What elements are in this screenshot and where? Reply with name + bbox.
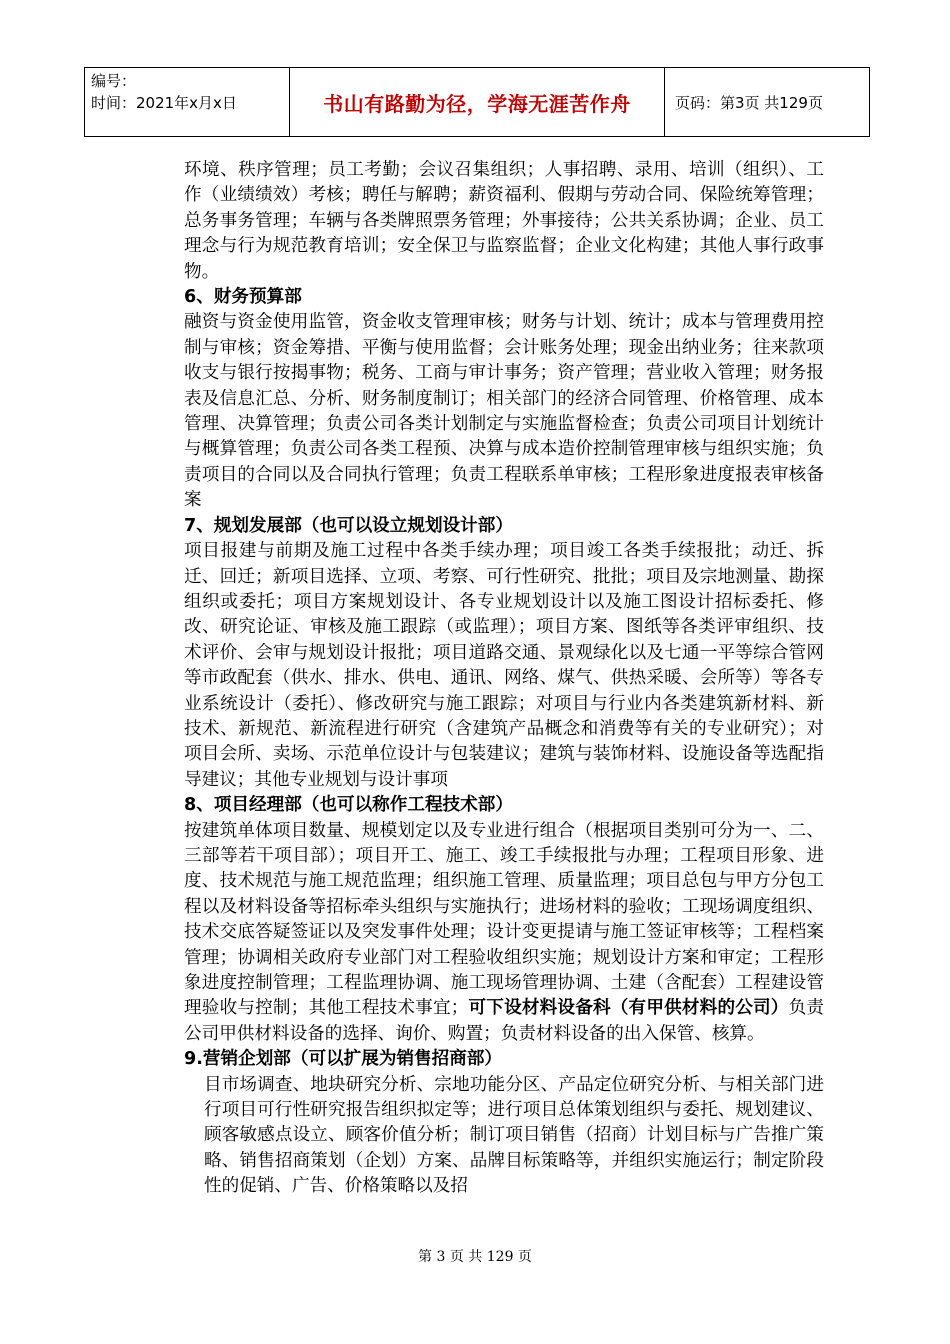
section-7-paragraph: 项目报建与前期及施工过程中各类手续办理；项目竣工各类手续报批；动迁、拆迁、回迁；新项目选择、立项、考察、可行性研究、批批；项目及宗地测量、勘探组织或委托；项目方案规划设计、各专业规划设计以及施工图设计招标委托、修改、研究论证、审核及施工跟踪（或监理）；项目方案、图纸等各类评审组织、技术评价、会审与规划设计报批；项目道路交通、景观绿化以及七通一平等综合管网等市政配套（供水、排水、供电、通讯、网络、煤气、供热采暖、会所等）等各专业系统设计（委托）、修改研究与施工跟踪；对项目与行业内各类建筑新材料、新技术、新规范、新流程进行研究（含建筑产品概念和消费等有关的专业研究）；对项目会所、卖场、示范单位设计与包装建议；建筑与装饰材料、设施设备等选配指导建议；其他专业规划与设计事项 [184,541,824,790]
time-label: 时间：2021年x月x日 [91,94,237,112]
header-motto: 书山有路勤为径，学海无涯苦作舟 [290,68,665,137]
header-meta-cell [85,68,290,137]
page-footer: 第 3 页 共 129 页 [418,1249,532,1265]
section-9-paragraph: 目市场调查、地块研究分析、宗地功能分区、产品定位研究分析、与相关部门进行项目可行性研究报告组织拟定等；进行项目总体策划组织与委托、规划建议、顾客敏感点设立、顾客价值分析；制订项目销售（招商）计划目标与广告推广策略、销售招商策划（企划）方案、品牌目标策略等，并组织实施运行；制定阶段性的促销、广告、价格策略以及招 [204,1074,824,1197]
section-8-text-bold: 可下设材料设备科（有甲供材料的公司） [468,998,789,1019]
header-page-info: 页码：第3页 共129页 [665,68,870,137]
document-header [84,67,870,137]
section-8-heading: 8、项目经理部（也可以称作工程技术部） [184,795,513,816]
section-9-heading: 9.营销企划部（可以扩展为销售招商部） [184,1049,503,1070]
intro-paragraph: 环境、秩序管理；员工考勤；会议召集组织；人事招聘、录用、培训（组织）、工作（业绩绩效）考核；聘任与解聘；薪资福利、假期与劳动合同、保险统筹管理；总务事务管理；车辆与各类牌照票务管理；外事接待；公共关系协调；企业、员工理念与行为规范教育培训；安全保卫与监察监督；企业文化构建；其他人事行政事物。 [184,160,824,282]
number-label: 编号： [91,72,137,90]
section-6-paragraph: 融资与资金使用监管，资金收支管理审核；财务与计划、统计；成本与管理费用控制与审核；资金筹措、平衡与使用监督；会计账务处理；现金出纳业务；往来款项收支与银行按揭事物；税务、工商与审计事务；资产管理；营业收入管理；财务报表及信息汇总、分析、财务制度制订；相关部门的经济合同管理、价格管理、成本管理、决算管理；负责公司各类计划制定与实施监督检查；负责公司项目计划统计与概算管理；负责公司各类工程预、决算与成本造价控制管理审核与组织实施；负责项目的合同以及合同执行管理；负责工程联系单审核；工程形象进度报表审核备案 [184,312,824,511]
section-8-text-b: 负责公司甲供材料设备的选择、询价、购置；负责材料设备的出入保管、核算。 [184,998,824,1044]
section-8-text-a: 按建筑单体项目数量、规模划定以及专业进行组合（根据项目类别可分为一、二、三部等若干项目部）；项目开工、施工、竣工手续报批与办理；工程项目形象、进度、技术规范与施工规范监理；组织施工管理、质量监理；项目总包与甲方分包工程以及材料设备等招标牵头组织与实施执行；进场材料的验收；工现场调度组织、技术交底答疑签证以及突发事件处理；设计变更提请与施工签证审核等；工程档案管理；协调相关政府专业部门对工程验收组织实施；规划设计方案和审定；工程形象进度控制管理；工程监理协调、施工现场管理协调、土建（含配套）工程建设管理验收与控制；其他工程技术事宜； [184,820,824,1019]
section-7-heading: 7、规划发展部（也可以设立规划设计部） [184,515,513,536]
section-8-paragraph [184,819,824,1048]
document-body [184,158,824,1200]
section-6-heading: 6、财务预算部 [184,287,302,308]
